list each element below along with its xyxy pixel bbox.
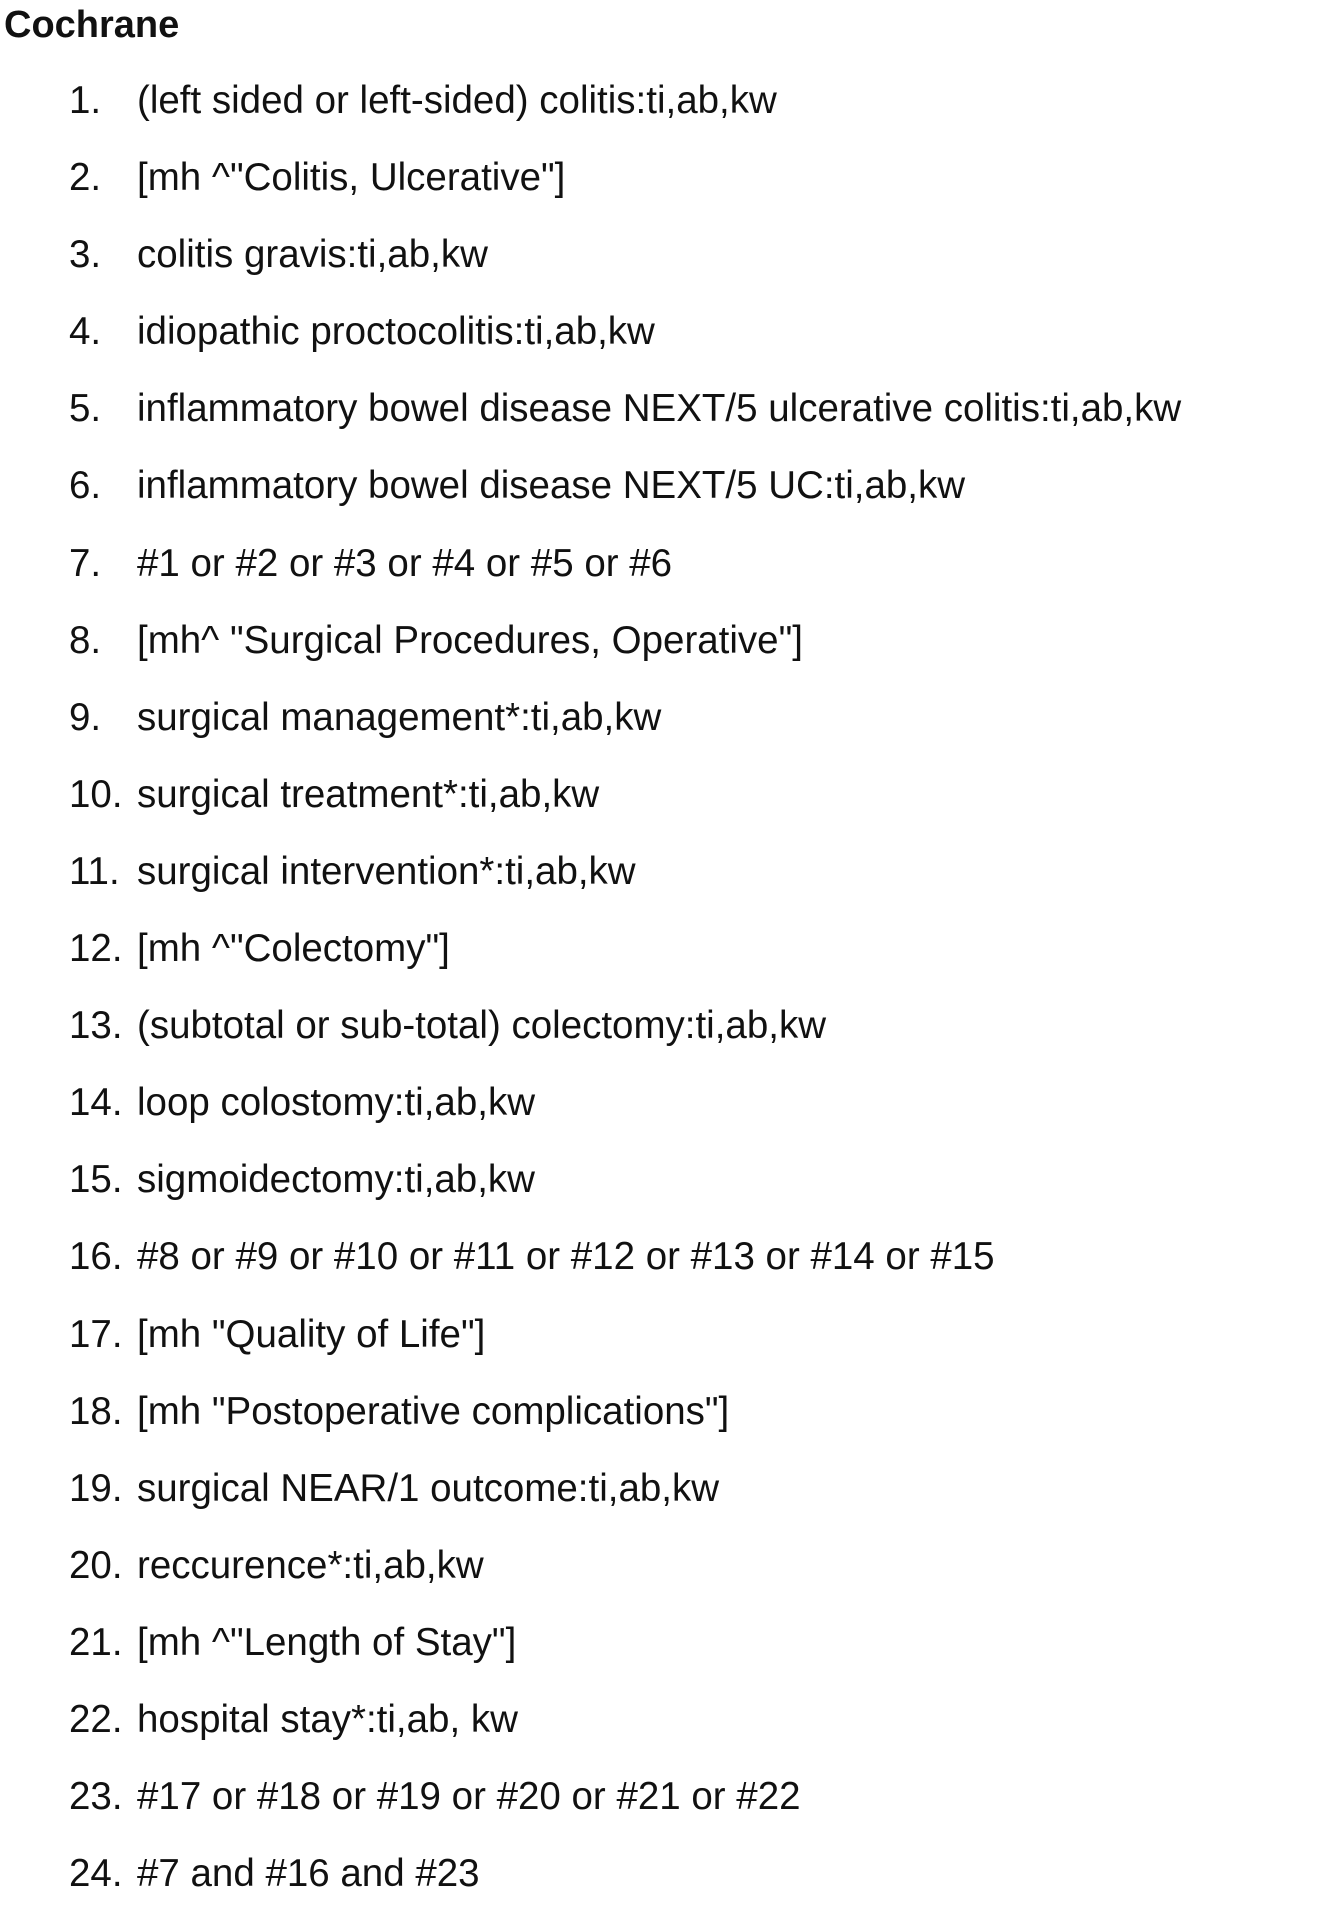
search-line-number: 7. xyxy=(69,541,102,585)
search-line-query: [mh "Quality of Life"] xyxy=(137,1312,486,1356)
search-line-number: 24. xyxy=(69,1852,123,1896)
search-line-query: surgical management*:ti,ab,kw xyxy=(137,695,662,739)
search-line-query: idiopathic proctocolitis:ti,ab,kw xyxy=(137,310,655,354)
search-line-number: 22. xyxy=(69,1697,123,1741)
search-line-query: #7 and #16 and #23 xyxy=(137,1852,480,1896)
search-line-number: 1. xyxy=(69,79,102,122)
search-line-number: 13. xyxy=(69,1004,123,1048)
search-line-number: 8. xyxy=(69,618,102,662)
search-line-query: surgical intervention*:ti,ab,kw xyxy=(137,849,636,893)
search-line-query: #17 or #18 or #19 or #20 or #21 or #22 xyxy=(137,1775,801,1819)
search-line-query: hospital stay*:ti,ab, kw xyxy=(137,1697,518,1741)
search-line-number: 3. xyxy=(69,233,102,277)
search-line-number: 2. xyxy=(69,156,102,200)
search-line-query: loop colostomy:ti,ab,kw xyxy=(137,1081,536,1125)
search-line-query: [mh ^"Colitis, Ulcerative"] xyxy=(137,156,566,200)
search-line-number: 15. xyxy=(69,1158,123,1202)
search-line-number: 20. xyxy=(69,1543,123,1587)
search-line-query: (left sided or left-sided) colitis:ti,ab,kw xyxy=(137,79,777,122)
search-line-number: 23. xyxy=(69,1775,123,1819)
search-line-number: 6. xyxy=(69,464,102,508)
search-line-number: 14. xyxy=(69,1081,123,1125)
search-line-number: 19. xyxy=(69,1466,123,1510)
search-line-number: 10. xyxy=(69,772,123,816)
search-line-number: 5. xyxy=(69,387,102,431)
search-line-number: 21. xyxy=(69,1620,123,1664)
search-line-query: [mh ^"Colectomy"] xyxy=(137,927,450,971)
search-line-number: 11. xyxy=(69,849,120,893)
search-line-query: [mh^ "Surgical Procedures, Operative"] xyxy=(137,618,803,662)
search-line-query: #8 or #9 or #10 or #11 or #12 or #13 or #14 or #15 xyxy=(137,1235,995,1279)
search-line-query: reccurence*:ti,ab,kw xyxy=(137,1543,484,1587)
search-line-number: 18. xyxy=(69,1389,123,1433)
search-line-query: surgical NEAR/1 outcome:ti,ab,kw xyxy=(137,1466,720,1510)
search-line-number: 4. xyxy=(69,310,102,354)
search-line-number: 17. xyxy=(69,1312,123,1356)
search-line-query: [mh "Postoperative complications"] xyxy=(137,1389,730,1433)
search-line-query: sigmoidectomy:ti,ab,kw xyxy=(137,1158,535,1202)
search-line-number: 16. xyxy=(69,1235,123,1279)
search-line-query: (subtotal or sub-total) colectomy:ti,ab,kw xyxy=(137,1004,826,1048)
search-line-query: [mh ^"Length of Stay"] xyxy=(137,1620,517,1664)
search-line-query: surgical treatment*:ti,ab,kw xyxy=(137,772,600,816)
database-heading: Cochrane xyxy=(4,4,180,46)
search-line-query: colitis gravis:ti,ab,kw xyxy=(137,233,488,277)
search-line-query: inflammatory bowel disease NEXT/5 ulcerative colitis:ti,ab,kw xyxy=(137,387,1182,431)
search-line-number: 12. xyxy=(69,927,123,971)
search-line-query: inflammatory bowel disease NEXT/5 UC:ti,ab,kw xyxy=(137,464,966,508)
search-line-number: 9. xyxy=(69,695,102,739)
search-line-query: #1 or #2 or #3 or #4 or #5 or #6 xyxy=(137,541,673,585)
